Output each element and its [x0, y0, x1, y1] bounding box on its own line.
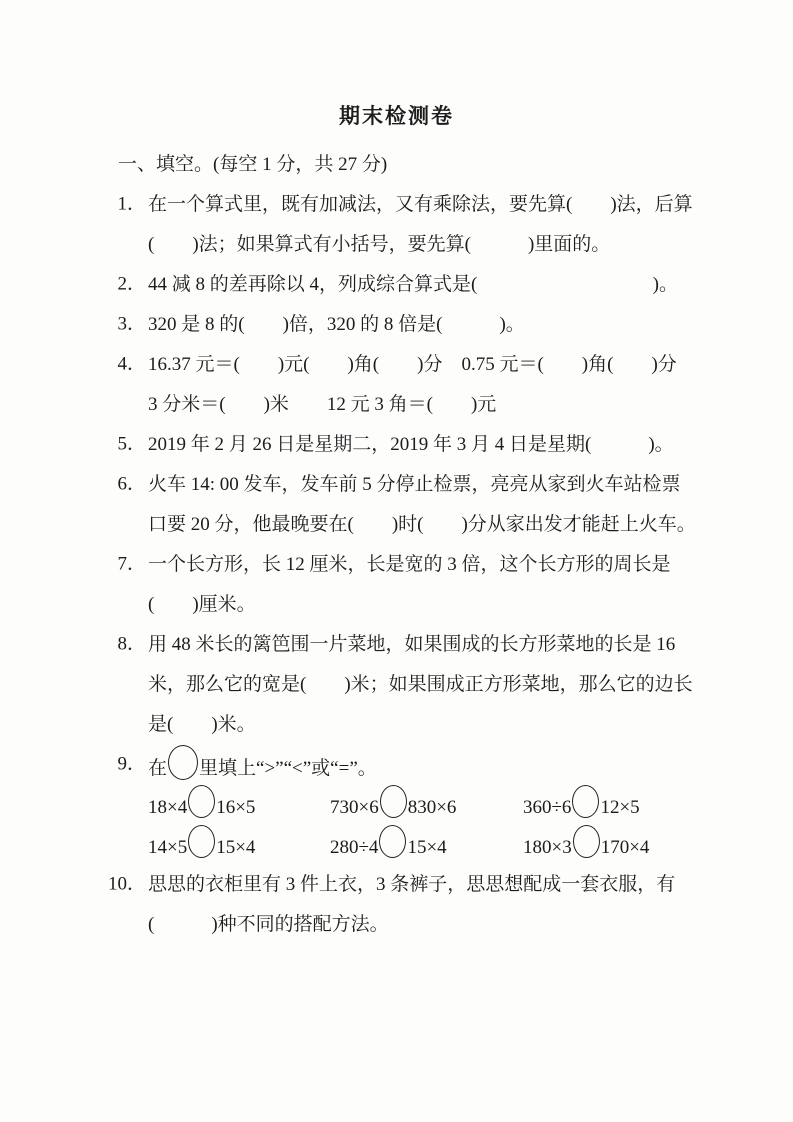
q9-row-1	[118, 782, 694, 822]
q4-line-1	[118, 342, 694, 382]
q2-number: 2．	[117, 273, 146, 295]
q9-heading-text	[148, 745, 377, 780]
q9-compare-item: 18×4 16×5	[148, 785, 330, 819]
q2-text-right: )。	[652, 273, 678, 295]
q9-heading-suffix: 里填上“>”“<”或“=”。	[199, 757, 377, 779]
q7-line-2	[118, 582, 694, 622]
q8-text-1: 用 48 米长的篱笆围一片菜地，如果围成的长方形菜地的长是 16	[148, 633, 676, 655]
section-heading-text: 一、填空。(每空 1 分，共 27 分)	[118, 153, 388, 175]
q9-number: 9．	[117, 753, 146, 775]
q9-row-2	[118, 822, 694, 862]
q3-line-1	[118, 302, 694, 342]
q5-text: 2019 年 2 月 26 日是星期二，2019 年 3 月 4 日是星期( )。	[148, 433, 674, 455]
q6-text-1: 火车 14: 00 发车，发车前 5 分停止检票，亮亮从家到火车站检票	[148, 473, 681, 495]
q3-text: 320 是 8 的( )倍，320 的 8 倍是( )。	[148, 313, 525, 335]
q6-text-2: 口要 20 分，他最晚要在( )时( )分从家出发才能赶上火车。	[148, 513, 696, 535]
q9-heading-prefix: 在	[148, 757, 168, 779]
answer-circle	[573, 825, 600, 858]
q1-number: 1．	[117, 193, 146, 215]
q7-number: 7．	[117, 553, 146, 575]
answer-circle	[188, 785, 215, 818]
q10-number: 10．	[107, 873, 146, 895]
q8-text-2: 米，那么它的宽是( )米；如果围成正方形菜地，那么它的边长	[148, 673, 693, 695]
q2-text-left: 44 减 8 的差再除以 4，列成综合算式是(	[148, 273, 478, 295]
q9-compare-item: 14×5 15×4	[148, 825, 330, 859]
q1-line-2	[118, 222, 694, 262]
q2-line-1	[118, 262, 694, 302]
q1-text-1: 在一个算式里，既有加减法，又有乘除法，要先算( )法，后算	[148, 193, 693, 215]
answer-circle	[188, 825, 215, 858]
q4-text-2: 3 分米＝( )米 12 元 3 角＝( )元	[148, 393, 497, 415]
answer-circle	[380, 785, 407, 818]
q8-line-3	[118, 702, 694, 742]
q2-text	[148, 269, 678, 296]
fill-in-blank-section	[107, 142, 696, 942]
q6-line-1	[118, 462, 694, 502]
q8-line-2	[118, 662, 694, 702]
q4-line-2	[118, 382, 694, 422]
q10-line-1	[107, 862, 694, 902]
q4-number: 4．	[117, 353, 146, 375]
q8-text-3: 是( )米。	[148, 713, 256, 735]
doc-title: 期末检测卷	[339, 105, 454, 128]
q9-compare-item: 180×3 170×4	[523, 825, 649, 859]
q9-compare-item: 730×6 830×6	[330, 785, 523, 819]
q3-number: 3．	[117, 313, 146, 335]
q6-number: 6．	[117, 473, 146, 495]
q10-line-2	[118, 902, 694, 942]
q7-text-2: ( )厘米。	[148, 593, 256, 615]
q10-text-1: 思思的衣柜里有 3 件上衣，3 条裤子，思思想配成一套衣服，有	[148, 873, 676, 895]
answer-circle	[168, 745, 198, 780]
q9-compare-item: 360÷6 12×5	[523, 785, 640, 819]
q9-heading	[118, 742, 694, 782]
q5-line-1	[118, 422, 694, 462]
q1-line-1	[118, 182, 694, 222]
answer-circle	[572, 785, 599, 818]
q4-text-1: 16.37 元＝( )元( )角( )分 0.75 元＝( )角( )分	[148, 353, 677, 375]
q8-line-1	[118, 622, 694, 662]
q5-number: 5．	[117, 433, 146, 455]
q7-line-1	[118, 542, 694, 582]
q8-number: 8．	[117, 633, 146, 655]
q10-text-2: ( )种不同的搭配方法。	[148, 913, 389, 935]
q1-text-2: ( )法；如果算式有小括号，要先算( )里面的。	[148, 233, 611, 255]
q6-line-2	[118, 502, 694, 542]
section-heading	[118, 142, 694, 182]
q9-compare-item: 280÷4 15×4	[330, 825, 523, 859]
answer-circle	[379, 825, 406, 858]
q7-text-1: 一个长方形，长 12 厘米，长是宽的 3 倍，这个长方形的周长是	[148, 553, 671, 575]
